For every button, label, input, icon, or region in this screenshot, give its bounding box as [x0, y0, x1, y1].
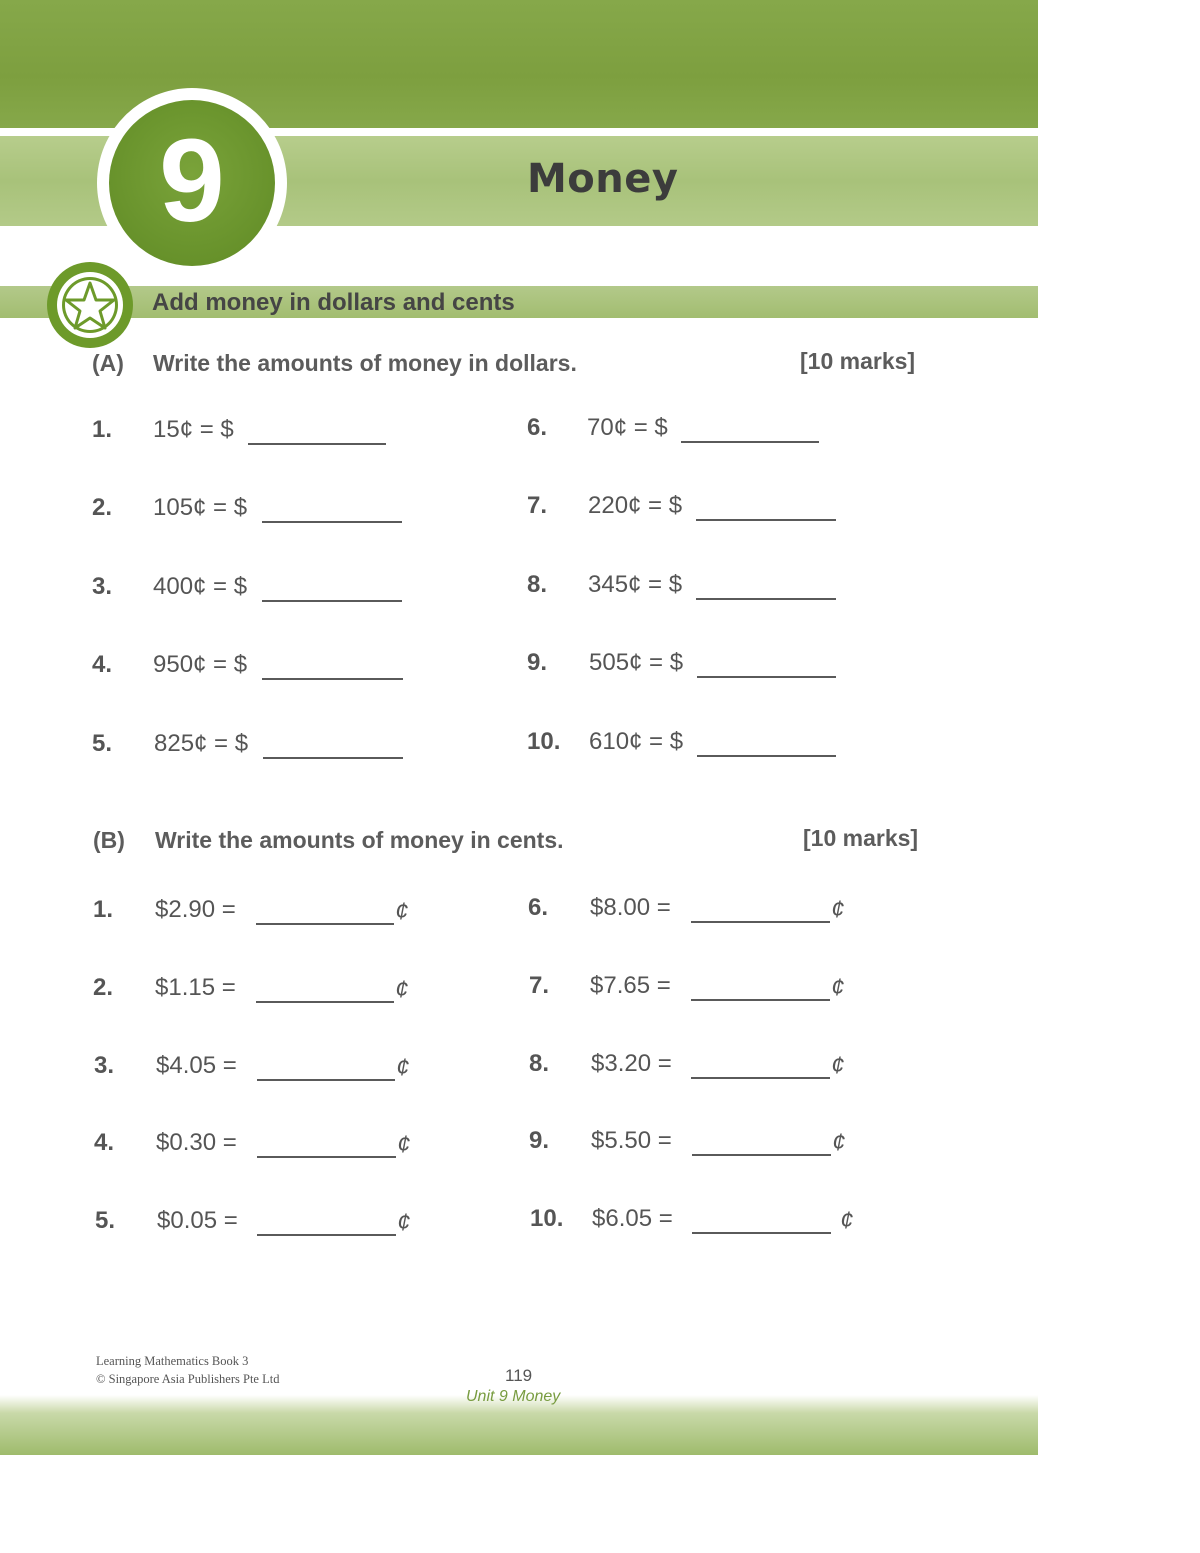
part-a-instruction: Write the amounts of money in dollars. [153, 350, 577, 376]
question-expression: $0.05 = [157, 1207, 238, 1234]
section-title: Add money in dollars and cents [152, 289, 515, 316]
question-number: 8. [527, 571, 548, 598]
question-number: 7. [529, 972, 550, 999]
answer-blank[interactable] [692, 1232, 831, 1234]
question-number: 5. [95, 1207, 116, 1234]
question-number: 6. [528, 894, 549, 921]
cent-symbol: ¢ [397, 1131, 411, 1158]
cent-symbol: ¢ [832, 1129, 846, 1156]
part-b-marks: [10 marks] [803, 825, 919, 851]
question-expression: 825¢ = $ [154, 730, 249, 757]
answer-blank[interactable] [697, 755, 836, 757]
question-number: 9. [527, 649, 548, 676]
chapter-number: 9 [159, 115, 225, 247]
answer-blank[interactable] [248, 443, 386, 445]
book-title: Learning Mathematics Book 3 [96, 1354, 249, 1368]
question-expression: $5.50 = [591, 1127, 672, 1154]
question-expression: 950¢ = $ [153, 651, 248, 678]
answer-blank[interactable] [681, 441, 819, 443]
answer-blank[interactable] [696, 519, 836, 521]
answer-blank[interactable] [262, 678, 403, 680]
star-icon [47, 262, 133, 348]
question-number: 7. [527, 492, 548, 519]
question-number: 1. [92, 416, 113, 443]
cent-symbol: ¢ [397, 1209, 411, 1236]
question-expression: 610¢ = $ [589, 728, 684, 755]
answer-blank[interactable] [691, 1077, 830, 1079]
chapter-title: Money [527, 156, 679, 202]
cent-symbol: ¢ [396, 1054, 410, 1081]
answer-blank[interactable] [696, 598, 836, 600]
cent-symbol: ¢ [831, 1052, 845, 1079]
cent-symbol: ¢ [395, 976, 409, 1003]
question-number: 4. [92, 651, 113, 678]
cent-symbol: ¢ [395, 898, 409, 925]
question-expression: 400¢ = $ [153, 573, 248, 600]
answer-blank[interactable] [692, 1154, 831, 1156]
question-number: 1. [93, 896, 114, 923]
answer-blank[interactable] [256, 1001, 394, 1003]
answer-blank[interactable] [691, 921, 830, 923]
cent-symbol: ¢ [831, 896, 845, 923]
footer-credits [96, 1352, 279, 1388]
answer-blank[interactable] [257, 1156, 396, 1158]
answer-blank[interactable] [257, 1234, 396, 1236]
answer-blank[interactable] [262, 600, 402, 602]
answer-blank[interactable] [256, 923, 394, 925]
answer-blank[interactable] [697, 676, 836, 678]
question-expression: $1.15 = [155, 974, 236, 1001]
chapter-badge [109, 100, 275, 266]
question-expression: $2.90 = [155, 896, 236, 923]
question-number: 10. [527, 728, 561, 755]
question-number: 3. [92, 573, 113, 600]
part-b-label: (B) [93, 827, 125, 853]
question-expression: $7.65 = [590, 972, 671, 999]
question-expression: $0.30 = [156, 1129, 237, 1156]
answer-blank[interactable] [691, 999, 830, 1001]
question-number: 6. [527, 414, 548, 441]
cent-symbol: ¢ [840, 1207, 854, 1234]
question-number: 10. [530, 1205, 564, 1232]
question-expression: 345¢ = $ [588, 571, 683, 598]
question-number: 4. [94, 1129, 115, 1156]
question-expression: 70¢ = $ [587, 414, 668, 441]
question-expression: 105¢ = $ [153, 494, 248, 521]
copyright-text: © Singapore Asia Publishers Pte Ltd [96, 1372, 280, 1386]
part-b-instruction: Write the amounts of money in cents. [155, 827, 564, 853]
question-expression: 15¢ = $ [153, 416, 234, 443]
question-number: 2. [93, 974, 114, 1001]
answer-blank[interactable] [257, 1079, 395, 1081]
part-a-label: (A) [92, 350, 124, 376]
question-number: 3. [94, 1052, 115, 1079]
question-expression: $8.00 = [590, 894, 671, 921]
question-number: 9. [529, 1127, 550, 1154]
question-expression: 220¢ = $ [588, 492, 683, 519]
question-expression: $6.05 = [592, 1205, 673, 1232]
unit-label: Unit 9 Money [466, 1388, 561, 1405]
answer-blank[interactable] [262, 521, 402, 523]
cent-symbol: ¢ [831, 974, 845, 1001]
question-expression: $4.05 = [156, 1052, 237, 1079]
question-expression: $3.20 = [591, 1050, 672, 1077]
question-expression: 505¢ = $ [589, 649, 684, 676]
page-number: 119 [505, 1366, 533, 1385]
part-a-marks: [10 marks] [800, 348, 916, 374]
question-number: 5. [92, 730, 113, 757]
question-number: 2. [92, 494, 113, 521]
answer-blank[interactable] [263, 757, 403, 759]
question-number: 8. [529, 1050, 550, 1077]
